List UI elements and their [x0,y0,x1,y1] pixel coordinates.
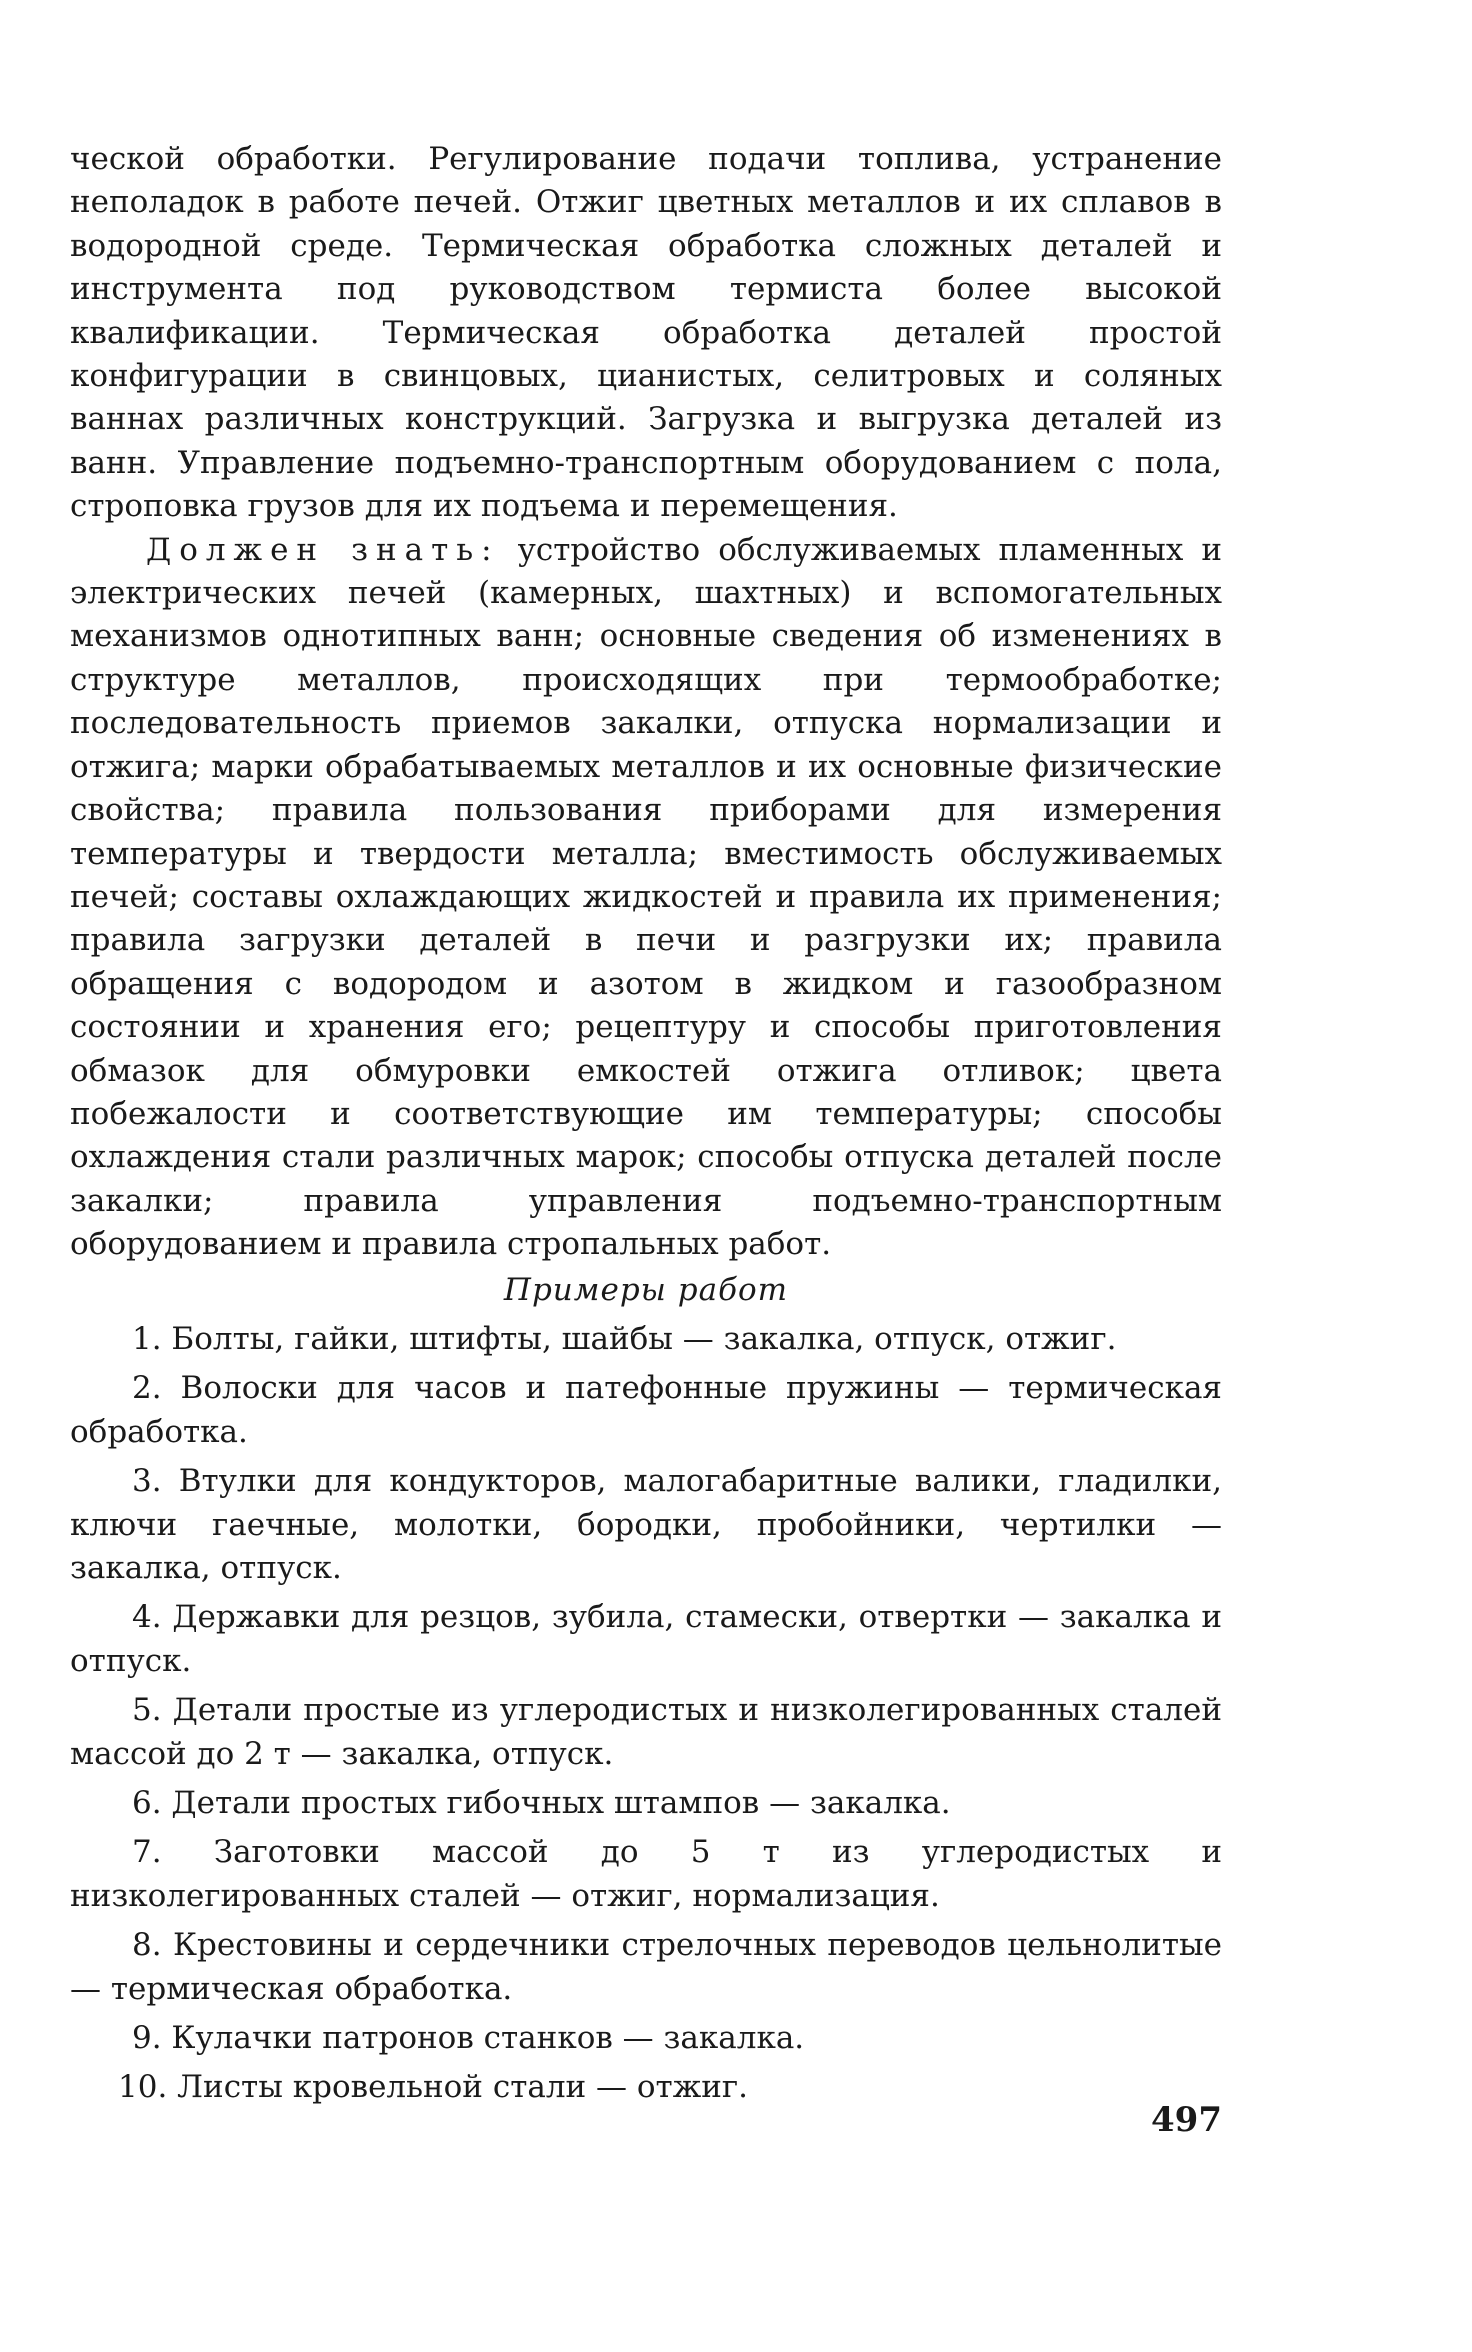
list-item-number: 1. [132,1320,162,1357]
list-item [70,2017,1222,2060]
must-know-text: устройство обслуживаемых пламенных и электрических печей (камерных, шахтных) и вспомогательных механизмов однотипных ванн; основные сведения об изменениях в структуре металлов, происходящих при термообработке; последовательность приемов закалки, отпуска нормализации и отжига; марки обрабатываемых металлов и их основные физические свойства; правила пользования приборами для измерения температуры и твердости металла; вместимость обслуживаемых печей; составы охлаждающих жидкостей и правила их применения; правила загрузки деталей в печи и разгрузки их; правила обращения с водородом и азотом в жидком и газообразном состоянии и хранения его; рецептуру и способы приготовления обмазок для обмуровки емкостей отжига отливок; цвета побежалости и соответствующие им температуры; способы охлаждения стали различных марок; способы отпуска деталей после закалки; правила управления подъемно-транспортным оборудованием и правила стропальных работ. [70,531,1222,1263]
page-number: 497 [1151,2100,1222,2140]
list-item-number: 9. [132,2020,162,2057]
examples-title: Примеры работ [503,1271,789,1308]
list-item-number: 5. [132,1692,162,1729]
must-know-paragraph [70,529,1222,1267]
list-item-text: Втулки для кондукторов, малогабаритные валики, гладилки, ключи гаечные, молотки, бородки, пробойники, чертилки — закалка, отпуск. [70,1463,1222,1586]
examples-list [70,1318,1222,2110]
list-item-number: 8. [132,1927,162,1964]
list-item [70,1318,1222,1361]
list-item-text: Крестовины и сердечники стрелочных переводов цельнолитые — термическая обработка. [70,1927,1222,2007]
list-item-number: 7. [132,1834,162,1871]
list-item-number: 6. [132,1785,162,1822]
list-item [70,1924,1222,2011]
list-item-number: 2. [132,1370,162,1407]
list-item-text: Заготовки массой до 5 т из углеродистых и низколегированных сталей — отжиг, нормализация. [70,1834,1222,1914]
list-item [70,1782,1222,1825]
list-item-number: 3. [132,1463,162,1500]
list-item-text: Волоски для часов и патефонные пружины — термическая обработка. [70,1370,1222,1450]
list-item [70,1460,1222,1590]
list-item [70,1596,1222,1683]
opening-paragraph: ческой обработки. Регулирование подачи топлива, устранение неполадок в работе печей. Отжиг цветных металлов и их сплавов в водородной среде. Термическая обработка сложных деталей и инструмента под руководством термиста более высокой квалификации. Термическая обработка деталей простой конфигурации в свинцовых, цианистых, селитровых и соляных ваннах различных конструкций. Загрузка и выгрузка деталей из ванн. Управление подъемно-транспортным оборудованием с пола, строповка грузов для их подъема и перемещения. [70,141,1222,525]
list-item-text: Листы кровельной стали — отжиг. [167,2069,748,2106]
list-item-text: Детали простых гибочных штампов — закалка. [161,1785,951,1822]
must-know-label: Должен знать: [146,531,500,568]
list-item-number: 10. [118,2069,168,2106]
list-item [70,2066,1222,2109]
list-item-text: Детали простые из углеродистых и низколегированных сталей массой до 2 т — закалка, отпуск. [70,1692,1222,1772]
list-item-text: Кулачки патронов станков — закалка. [161,2020,805,2057]
list-item [70,1831,1222,1918]
list-item-text: Державки для резцов, зубила, стамески, отвертки — закалка и отпуск. [70,1599,1222,1679]
list-item-text: Болты, гайки, штифты, шайбы — закалка, отпуск, отжиг. [161,1320,1117,1357]
list-item [70,1367,1222,1454]
page-content [70,138,1222,2110]
list-item-number: 4. [132,1599,162,1636]
list-item [70,1689,1222,1776]
